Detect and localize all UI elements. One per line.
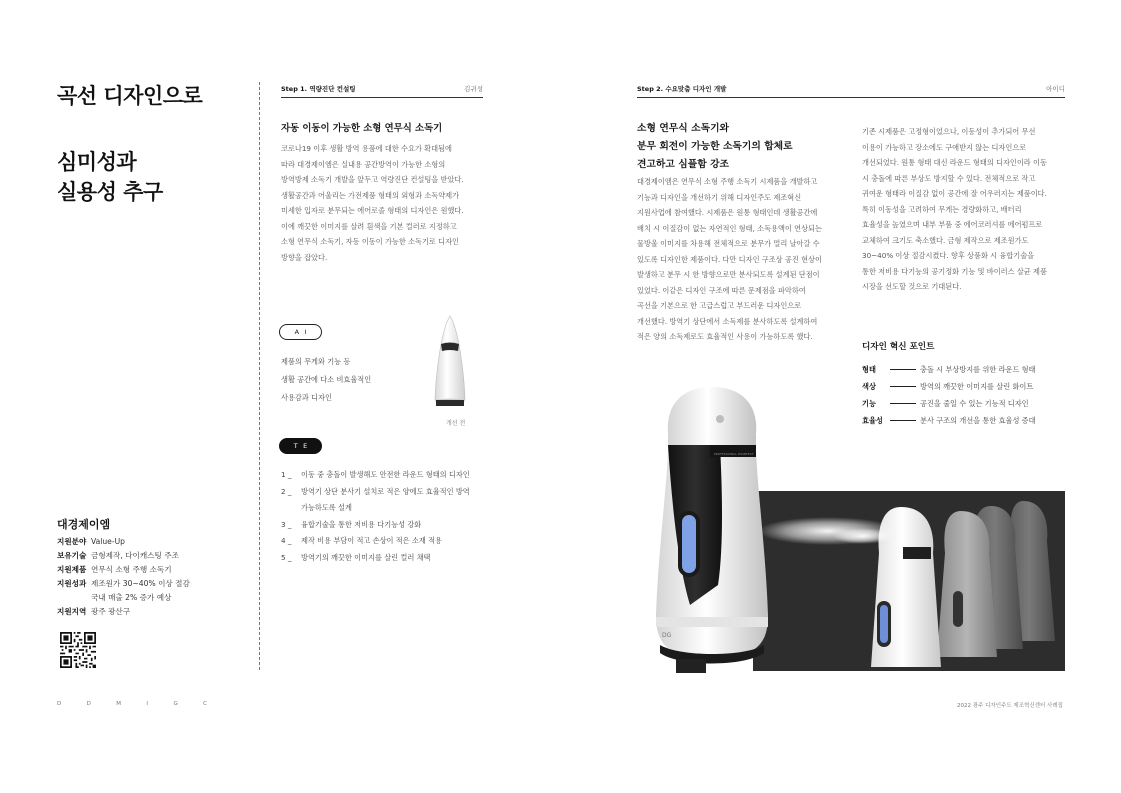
paragraph-line: 지원사업에 참여했다. 시제품은 원통 형태인데 생활공간에: [637, 208, 818, 217]
paragraph-line: 귀여운 형태라 이질감 없이 공간에 잘 어우러지는 제품이다.: [862, 189, 1047, 198]
paragraph-line: 기능과 디자인을 개선하기 위해 디자인주도 제조혁신: [637, 192, 802, 202]
item-text: 방역기의 깨끗한 이미지를 살린 컬러 채택: [301, 552, 431, 562]
paragraph-line: 시 충돌에 따른 부상도 방지할 수 있다. 전체적으로 작고: [862, 173, 1036, 183]
ai-line: 사용감과 디자인: [281, 393, 332, 402]
paragraph-line: 배치 시 이질감이 없는 자연적인 형태, 소독용액이 연상되는: [637, 223, 822, 233]
paragraph-line: 30~40% 이상 절감시켰다. 향후 상품화 시 융합기술을: [862, 251, 1035, 260]
ai-line: 제품의 무게와 기능 등: [281, 357, 351, 366]
step2-author: 아이디: [1046, 85, 1065, 93]
bottom-letter: I: [146, 701, 149, 707]
page-title-line1: 곡선 디자인으로: [57, 84, 203, 108]
paragraph-line: 생활공간과 어울리는 가전제품 형태의 외형과 소독약제가: [281, 190, 460, 200]
ai-line: 생활 공간에 다소 비효율적인: [281, 375, 372, 384]
info-value: 금형제작, 다이캐스팅 주조: [91, 551, 179, 560]
qr-code-icon[interactable]: [60, 632, 96, 668]
info-value: Value-Up: [91, 537, 125, 546]
paragraph-line: 소형 연무식 소독기, 자동 이동이 가능한 소독기로 디자인: [281, 237, 459, 246]
ai-pill: [279, 324, 322, 340]
info-value: 연무식 소형 주행 소독기: [91, 565, 172, 574]
paragraph-line: 교체하여 크기도 축소했다. 금형 제작으로 제조원가도: [862, 235, 1029, 245]
paragraph-line: 개선되었다. 원통 형태 대신 라운드 형태의 디자인이라 이동: [862, 158, 1047, 167]
innovation-key: 효율성: [862, 416, 883, 425]
paragraph-line: 물방울 이미지를 차용해 전체적으로 분무가 멀리 날아갈 수: [637, 239, 820, 248]
info-value: 제조원가 30~40% 이상 절감: [91, 579, 190, 588]
info-row: [57, 563, 257, 577]
item-text: 이동 중 충돌이 발생해도 안전한 라운드 형태의 디자인: [301, 470, 470, 479]
innovation-value: 방역의 깨끗한 이미지를 살린 화이트: [920, 382, 1034, 391]
paragraph-line: 이에 깨끗한 이미지를 살려 흰색을 기본 컬러로 지정하고: [281, 221, 457, 231]
item-number: 2 _: [281, 486, 292, 496]
heading-line: 분무 회전이 가능한 소독기의 합체로: [637, 141, 793, 152]
innovation-value: 충돌 시 부상방지를 위한 라운드 형태: [920, 365, 1036, 374]
info-row: [57, 549, 257, 563]
bottom-letter: D: [86, 701, 91, 707]
info-key: 지원분야: [57, 537, 87, 546]
list-item: [281, 467, 501, 484]
info-key: 지원제품: [57, 565, 87, 574]
ai-description: [281, 353, 371, 407]
paragraph-line: 시장을 선도할 것으로 기대된다.: [862, 282, 962, 291]
paragraph-line: 방역방제 소독기 개발을 앞두고 역량진단 컨설팅을 받았다.: [281, 175, 464, 184]
info-row: [57, 535, 257, 549]
pill-letter: T: [293, 442, 298, 450]
step1-heading: 자동 이동이 가능한 소형 연무식 소독기: [281, 123, 443, 134]
info-row: [57, 605, 257, 619]
list-item: [281, 517, 501, 534]
step1-label: Step 1. 역량진단 컨설팅: [281, 85, 356, 93]
paragraph-line: 특히 이동성을 고려하여 무게는 경량화하고, 배터리: [862, 204, 1022, 214]
bottom-letter: G: [173, 701, 178, 707]
paragraph-line: 곡선을 기본으로 한 고급스럽고 부드러운 디자인으로: [637, 301, 802, 310]
item-number: 3 _: [281, 519, 292, 529]
list-item-continued: 가능하도록 설계: [301, 503, 352, 512]
old-product-image: [428, 314, 472, 410]
paragraph-line: 미세한 입자로 분무되는 에어로졸 형태의 디자인은 원했다.: [281, 206, 464, 215]
company-name: 대경제이엠: [57, 518, 111, 531]
bottom-letter: C: [203, 701, 207, 707]
column-divider: [259, 82, 260, 670]
innovation-key: 형태: [862, 365, 876, 374]
innovation-value: 분사 구조의 개선을 통한 효율성 증대: [920, 416, 1036, 425]
list-item: [281, 533, 501, 550]
info-key: 지원성과: [57, 579, 87, 588]
item-number: 5 _: [281, 552, 292, 562]
heading-line: 견고하고 심플함 강조: [637, 159, 729, 170]
new-product-image: [650, 385, 774, 685]
innovation-value: 공진을 줄일 수 있는 기능적 디자인: [920, 399, 1029, 408]
paragraph-line: 발생하고 분무 시 한 방향으로만 분사되도록 설계된 단점이: [637, 270, 820, 279]
list-item: [281, 550, 501, 567]
item-text: 방역기 상단 분사기 설치로 적은 양에도 효율적인 방역: [301, 486, 470, 496]
item-number: 4 _: [281, 536, 292, 545]
info-key: [57, 591, 91, 605]
info-value: 광주 광산구: [91, 607, 131, 616]
product-label: PROFESSIONAL DISINFECT: [714, 452, 754, 456]
innovation-key: 기능: [862, 399, 876, 408]
divider: [890, 386, 916, 387]
divider: [890, 420, 916, 421]
info-key: 지원지역: [57, 607, 87, 616]
product-lineup-panel: [753, 491, 1065, 671]
te-pill: [279, 438, 322, 454]
paragraph-line: 코로나19 이후 생활 방역 용품에 대한 수요가 확대됨에: [281, 144, 452, 153]
bottom-letters: [57, 701, 207, 707]
step2-paragraph-1: [637, 174, 842, 345]
list-item: [862, 412, 1036, 429]
product-logo: DG: [662, 632, 672, 639]
info-row: [57, 577, 257, 591]
paragraph-line: 효율성을 높였으며 내부 부품 중 에어코러셔를 에어펌프로: [862, 220, 1043, 229]
item-text: 제작 비용 부담이 적고 손상이 적은 소재 적용: [301, 536, 442, 545]
paragraph-line: 개선했다. 방역기 상단에서 소독제를 분사하도록 설계하여: [637, 316, 818, 326]
list-item: [862, 395, 1036, 412]
info-key: 보유기술: [57, 551, 87, 560]
paragraph-line: 방향을 잡았다.: [281, 252, 328, 262]
innovation-key: 색상: [862, 382, 876, 391]
before-caption: 개선 전: [446, 420, 466, 427]
divider: [890, 403, 916, 404]
page-title-line2: 심미성과: [57, 150, 137, 174]
paragraph-line: 기존 시제품은 고정형이었으나, 이동성이 추가되어 무선: [862, 127, 1036, 136]
paragraph-line: 이용이 가능하고 장소에도 구애받지 않는 디자인으로: [862, 142, 1027, 152]
product-lineup-image: [753, 491, 1065, 671]
info-row: [57, 591, 257, 605]
paragraph-line: 있었다. 이같은 디자인 구조에 따른 문제점을 파악하여: [637, 285, 806, 295]
bottom-letter: M: [116, 701, 122, 707]
list-item: [281, 484, 501, 501]
pill-letter: E: [303, 442, 308, 450]
paragraph-line: 따라 대경제이엠은 실내용 공간방역이 가능한 소형의: [281, 159, 446, 169]
list-item: [862, 361, 1036, 378]
bottom-letter: D: [57, 701, 62, 707]
step1-author: 김귀성: [464, 85, 483, 93]
paragraph-line: 대경제이엠은 연무식 소형 주행 소독기 시제품을 개발하고: [637, 177, 818, 186]
item-number: 1 _: [281, 470, 292, 479]
footer-text: 2022 광주 디자인주도 제조혁신센터 사례집: [957, 703, 1063, 709]
paragraph-line: 있도록 디자인한 제품이다. 다만 디자인 구조상 공진 현상이: [637, 254, 822, 264]
heading-line: 소형 연무식 소독기와: [637, 123, 729, 134]
step1-paragraph: [281, 141, 511, 265]
info-value: 국내 매출 2% 증가 예상: [91, 593, 172, 602]
step2-header: [637, 84, 1065, 98]
list-item: [862, 378, 1036, 395]
step1-header: [281, 84, 483, 98]
paragraph-line: 통한 저비용 다기능의 공기정화 기능 및 바이러스 살균 제품: [862, 266, 1047, 276]
step2-label: Step 2. 수요맞춤 디자인 개발: [637, 85, 727, 93]
page-title-line3: 실용성 추구: [57, 180, 163, 204]
pill-letter: A: [294, 328, 300, 336]
innovation-title: 디자인 혁신 포인트: [862, 342, 935, 352]
item-text: 융합기술을 통한 저비용 다기능성 강화: [301, 519, 422, 529]
te-list: [281, 467, 501, 566]
paragraph-line: 적은 양의 소독제로도 효율적인 사용이 가능하도록 했다.: [637, 332, 813, 341]
company-info: [57, 535, 257, 619]
pill-letter: I: [304, 328, 307, 336]
step2-paragraph-2: [862, 124, 1067, 295]
divider: [890, 369, 916, 370]
step2-heading: [637, 120, 793, 174]
innovation-list: [862, 361, 1036, 429]
